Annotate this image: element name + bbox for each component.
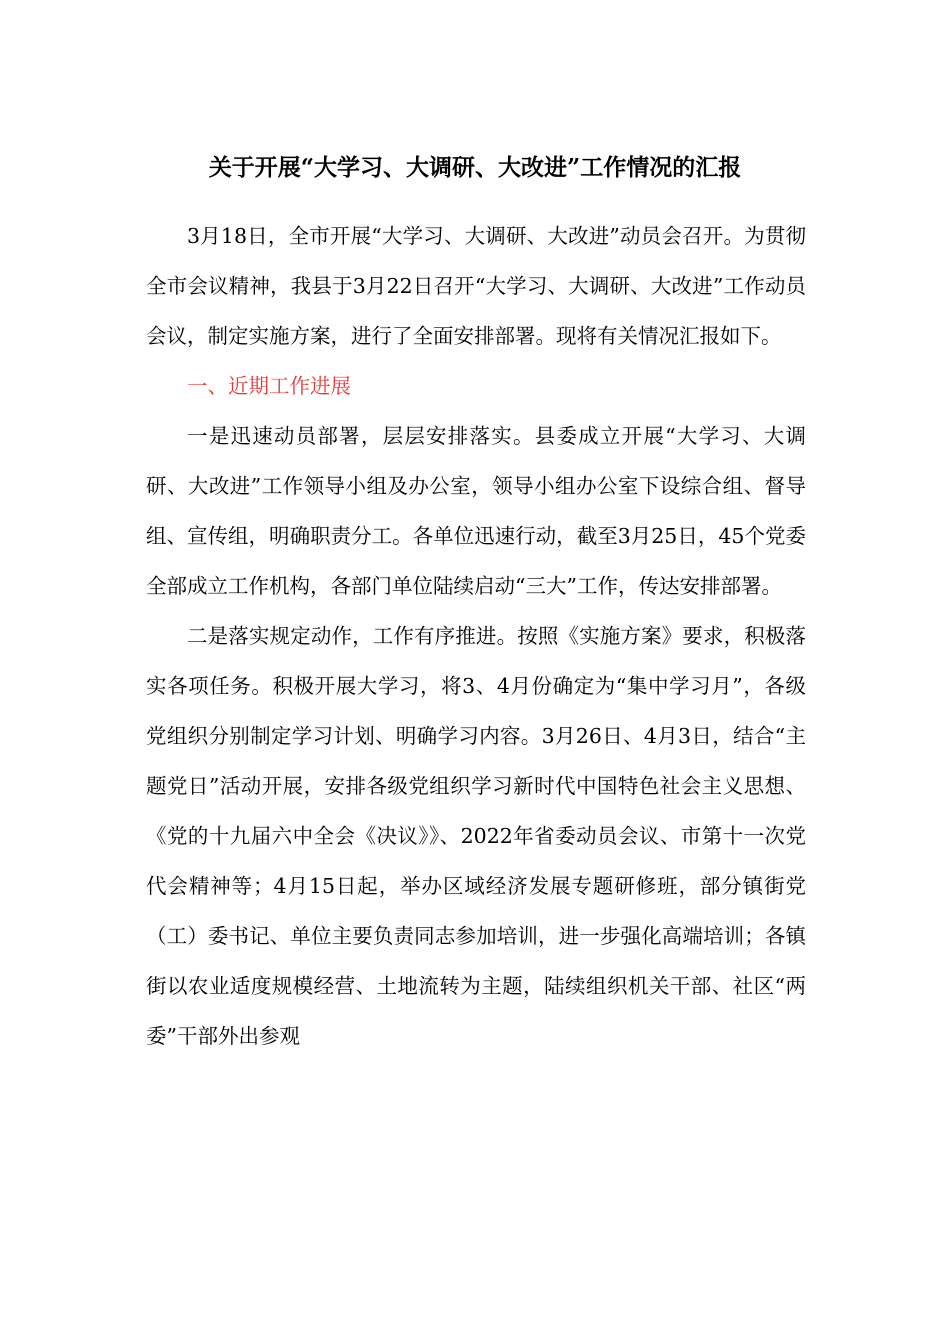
body-paragraph: 一是迅速动员部署，层层安排落实。县委成立开展“大学习、大调研、大改进”工作领导小组及办公室，领导小组办公室下设综合组、督导组、宣传组，明确职责分工。各单位迅速行动，截至3月25日，45个党委全部成立工作机构，各部门单位陆续启动“三大”工作，传达安排部署。: [146, 424, 806, 598]
body-paragraph: 二是落实规定动作，工作有序推进。按照《实施方案》要求，积极落实各项任务。积极开展大学习，将3、4月份确定为“集中学习月”，各级党组织分别制定学习计划、明确学习内容。3月26日、4月3日，结合“主题党日”活动开展，安排各级党组织学习新时代中国特色社会主义思想、《党的十九届六中全会《决议》》、2022年省委动员会议、市第十一次党代会精神等；4月15日起，举办区域经济发展专题研修班，部分镇街党（工）委书记、单位主要负责同志参加培训，进一步强化高端培训；各镇街以农业适度规模经营、土地流转为主题，陆续组织机关干部、社区“两委”干部外出参观: [146, 624, 806, 1048]
document-title: 关于开展“大学习、大调研、大改进”工作情况的汇报: [208, 154, 742, 181]
intro-paragraph: 3月18日，全市开展“大学习、大调研、大改进”动员会召开。为贯彻全市会议精神，我县于3月22日召开“大学习、大调研、大改进”工作动员会议，制定实施方案，进行了全面安排部署。现将有关情况汇报如下。: [146, 224, 806, 348]
document-body: [146, 211, 806, 1061]
section-heading: 一、近期工作进展: [187, 374, 351, 398]
